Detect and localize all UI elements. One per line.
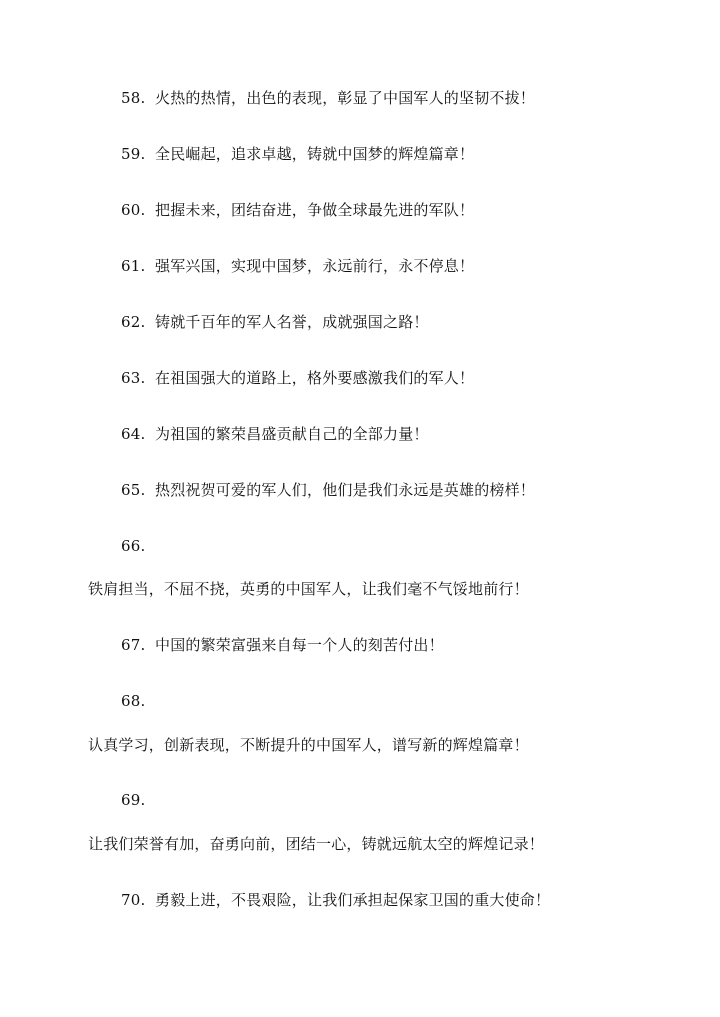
item-number: 68.: [121, 692, 146, 710]
item-number: 61.: [121, 257, 146, 275]
item-text: 让我们荣誉有加，奋勇向前，团结一心，铸就远航太空的辉煌记录！: [88, 835, 545, 853]
list-item-68-number: [121, 691, 155, 711]
list-item-64: [121, 424, 429, 444]
item-text: 全民崛起，追求卓越，铸就中国梦的辉煌篇章！: [155, 145, 475, 163]
item-number: 60.: [121, 201, 146, 219]
list-item-68-text: [88, 735, 529, 755]
item-number: 59.: [121, 145, 146, 163]
list-item-62: [121, 312, 429, 332]
item-number: 63.: [121, 369, 146, 387]
item-number: 58.: [121, 89, 146, 107]
list-item-65: [121, 480, 535, 500]
item-number: 64.: [121, 425, 146, 443]
item-number: 62.: [121, 313, 146, 331]
list-item-69-text: [88, 834, 544, 854]
item-number: 69.: [121, 791, 146, 809]
list-item-59: [121, 144, 474, 164]
list-item-58: [121, 88, 535, 108]
item-text: 强军兴国，实现中国梦，永远前行，永不停息！: [155, 257, 475, 275]
item-number: 65.: [121, 481, 146, 499]
item-number: 67.: [121, 636, 146, 654]
item-text: 中国的繁荣富强来自每一个人的刻苦付出！: [155, 636, 444, 654]
item-text: 把握未来，团结奋进，争做全球最先进的军队！: [155, 201, 475, 219]
list-item-61: [121, 256, 474, 276]
list-item-70: [121, 890, 550, 910]
list-item-60: [121, 200, 474, 220]
list-item-66-text: [88, 579, 529, 599]
item-text: 火热的热情，出色的表现，彰显了中国军人的坚韧不拔！: [155, 89, 536, 107]
item-text: 认真学习，创新表现，不断提升的中国军人，谱写新的辉煌篇章！: [88, 736, 529, 754]
list-item-63: [121, 368, 474, 388]
item-number: 70.: [121, 891, 146, 909]
list-item-67: [121, 635, 444, 655]
item-text: 勇毅上进，不畏艰险，让我们承担起保家卫国的重大使命！: [155, 891, 551, 909]
item-text: 在祖国强大的道路上，格外要感激我们的军人！: [155, 369, 475, 387]
list-item-69-number: [121, 790, 155, 810]
item-text: 铸就千百年的军人名誉，成就强国之路！: [155, 313, 429, 331]
item-text: 热烈祝贺可爱的军人们，他们是我们永远是英雄的榜样！: [155, 481, 536, 499]
item-text: 为祖国的繁荣昌盛贡献自己的全部力量！: [155, 425, 429, 443]
list-item-66-number: [121, 536, 155, 556]
item-number: 66.: [121, 537, 146, 555]
item-text: 铁肩担当，不屈不挠，英勇的中国军人，让我们毫不气馁地前行！: [88, 580, 529, 598]
